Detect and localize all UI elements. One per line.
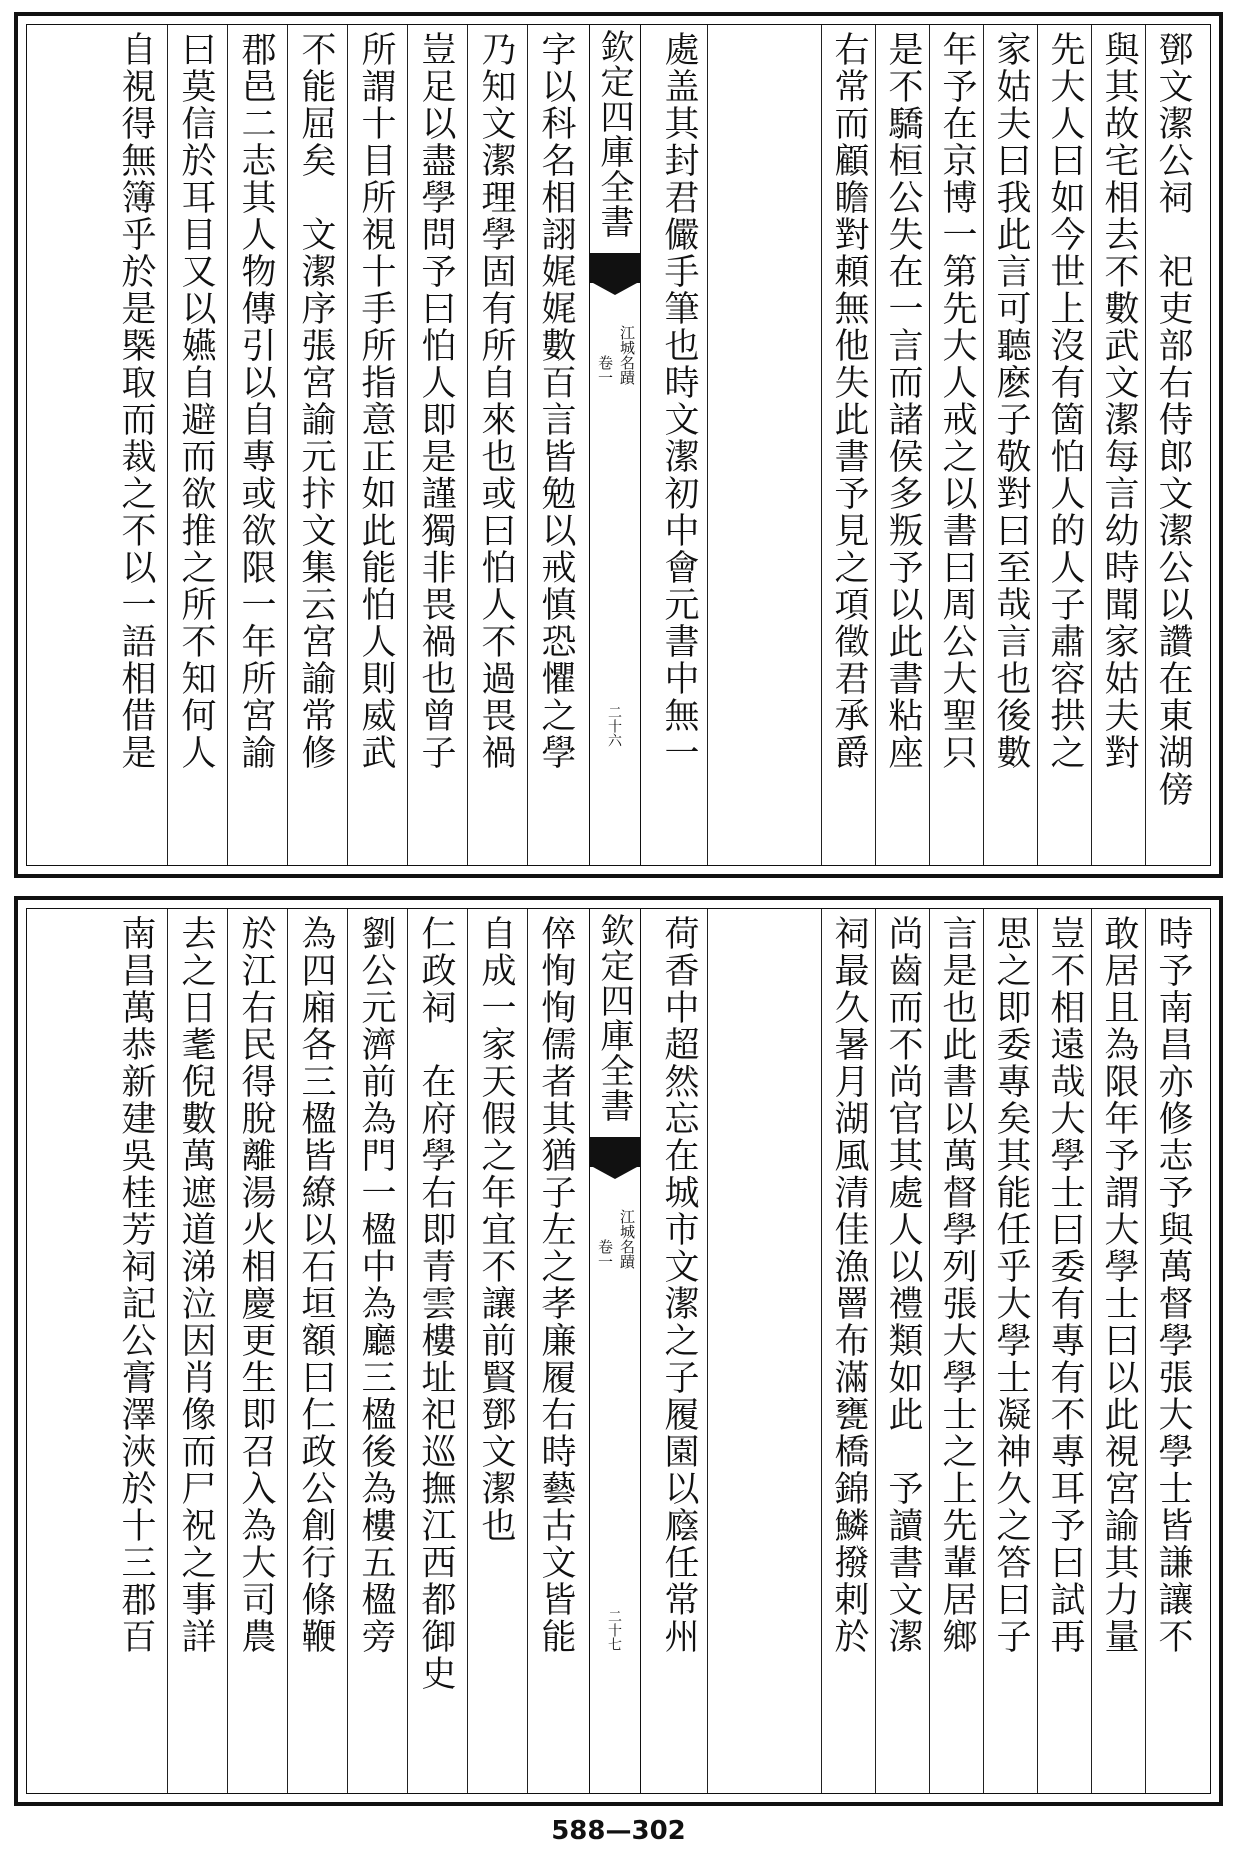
column-rule (983, 909, 984, 1793)
column-rule (407, 25, 408, 865)
text-column: 先大人曰如今世上沒有箇怕人的人子肅容拱之 (1045, 31, 1085, 771)
text-column: 年予在京博一第先大人戒之以書曰周公大聖只 (937, 31, 977, 771)
text-column: 自視得無簿乎於是槩取而裁之不以一語相借是 (116, 31, 156, 771)
column-rule (467, 909, 468, 1793)
text-column: 自成一家天假之年宜不讓前賢鄧文潔也 (476, 915, 516, 1544)
text-column: 時予南昌亦修志予與萬督學張大學士皆謙讓不 (1153, 915, 1193, 1655)
text-column: 仁政祠 在府學右即青雲樓址祀巡撫江西都御史 (416, 915, 456, 1692)
banxin-title: 欽定四庫全書 (594, 913, 634, 1123)
page-upper-frame (26, 24, 1211, 866)
banxin-book-title: 江城名蹟 (618, 1209, 636, 1269)
page-upper (14, 12, 1223, 878)
column-rule (527, 909, 528, 1793)
banxin-lower (589, 909, 641, 1793)
text-column: 豈不相遠哉大學士曰委有專有不專耳予曰試再 (1045, 915, 1085, 1655)
text-column: 南昌萬恭新建吳桂芳祠記公膏澤浹於十三郡百 (116, 915, 156, 1655)
text-column: 於江右民得脫離湯火相慶更生即召入為大司農 (236, 915, 276, 1655)
text-column: 曰莫信於耳目又以嬿自避而欲推之所不知何人 (176, 31, 216, 771)
column-rule (821, 909, 822, 1793)
banxin-upper (589, 25, 641, 865)
column-rule (1145, 25, 1146, 865)
column-rule (227, 909, 228, 1793)
column-rule (347, 909, 348, 1793)
banxin-page-number: 二十七 (606, 1609, 622, 1651)
column-rule (1037, 25, 1038, 865)
text-column: 乃知文潔理學固有所自來也或曰怕人不過畏禍 (476, 31, 516, 771)
text-column: 祠最久暑月湖風清佳漁罾布滿甕橋錦鱗撥剌於 (829, 915, 869, 1655)
column-rule (875, 25, 876, 865)
text-column: 劉公元濟前為門一楹中為廳三楹後為樓五楹旁 (356, 915, 396, 1655)
column-rule (1091, 909, 1092, 1793)
text-column: 是不驕桓公失在一言而諸侯多叛予以此書粘座 (883, 31, 923, 771)
column-rule (227, 25, 228, 865)
column-rule (467, 25, 468, 865)
column-rule (821, 25, 822, 865)
column-rule (1145, 909, 1146, 1793)
text-column: 郡邑二志其人物傳引以自專或欲限一年所宮諭 (236, 31, 276, 771)
text-column: 敢居且為限年予謂大學士曰以此視宮諭其力量 (1099, 915, 1139, 1655)
text-column: 家姑夫曰我此言可聽麽子敬對曰至哉言也後數 (991, 31, 1031, 771)
banxin-title: 欽定四庫全書 (594, 29, 634, 239)
text-column: 豈足以盡學問予曰怕人即是謹獨非畏禍也曾子 (416, 31, 456, 771)
text-column: 處盖其封君儼手筆也時文潔初中會元書中無一 (659, 31, 699, 771)
column-rule (1037, 909, 1038, 1793)
column-rule (287, 909, 288, 1793)
text-column: 去之日耄倪數萬遮道涕泣因肖像而尸祝之事詳 (176, 915, 216, 1655)
text-column: 言是也此書以萬督學列張大學士之上先輩居鄉 (937, 915, 977, 1655)
column-rule (407, 909, 408, 1793)
text-column: 所謂十目所視十手所指意正如此能怕人則威武 (356, 31, 396, 771)
column-rule (167, 909, 168, 1793)
text-column: 為四廂各三楹皆繚以石垣額曰仁政公創行條鞭 (296, 915, 336, 1655)
column-rule (929, 909, 930, 1793)
column-rule (347, 25, 348, 865)
column-rule (929, 25, 930, 865)
text-column: 倅恂恂儒者其猶子左之孝廉履右時藝古文皆能 (536, 915, 576, 1655)
banxin-juan: 卷一 (596, 355, 614, 385)
banxin-book-title: 江城名蹟 (618, 325, 636, 385)
text-column: 字以科名相詡娓娓數百言皆勉以戒慎恐懼之學 (536, 31, 576, 771)
text-column: 思之即委專矣其能任乎大學士凝神久之答曰子 (991, 915, 1031, 1655)
page-footer-number: 588—302 (551, 1816, 686, 1846)
text-column: 右常而顧瞻對頼無他失此書予見之項徵君承爵 (829, 31, 869, 771)
column-rule (287, 25, 288, 865)
text-column: 不能屈矣 文潔序張宮諭元抃文集云宮諭常修 (296, 31, 336, 771)
page-lower-frame (26, 908, 1211, 1794)
text-column: 與其故宅相去不數武文潔每言幼時聞家姑夫對 (1099, 31, 1139, 771)
page-lower (14, 896, 1223, 1806)
column-rule (707, 909, 708, 1793)
fishtail-mark (590, 1137, 640, 1167)
fishtail-mark (590, 253, 640, 283)
banxin-page-number: 二十六 (606, 705, 622, 747)
column-rule (527, 25, 528, 865)
text-column: 尚齒而不尚官其處人以禮類如此 予讀書文潔 (883, 915, 923, 1655)
column-rule (983, 25, 984, 865)
banxin-juan: 卷一 (596, 1239, 614, 1269)
column-rule (1091, 25, 1092, 865)
text-column: 鄧文潔公祠 祀吏部右侍郎文潔公以讚在東湖傍 (1153, 31, 1193, 808)
column-rule (875, 909, 876, 1793)
column-rule (167, 25, 168, 865)
text-column: 荷香中超然忘在城市文潔之子履園以廕任常州 (659, 915, 699, 1655)
column-rule (707, 25, 708, 865)
